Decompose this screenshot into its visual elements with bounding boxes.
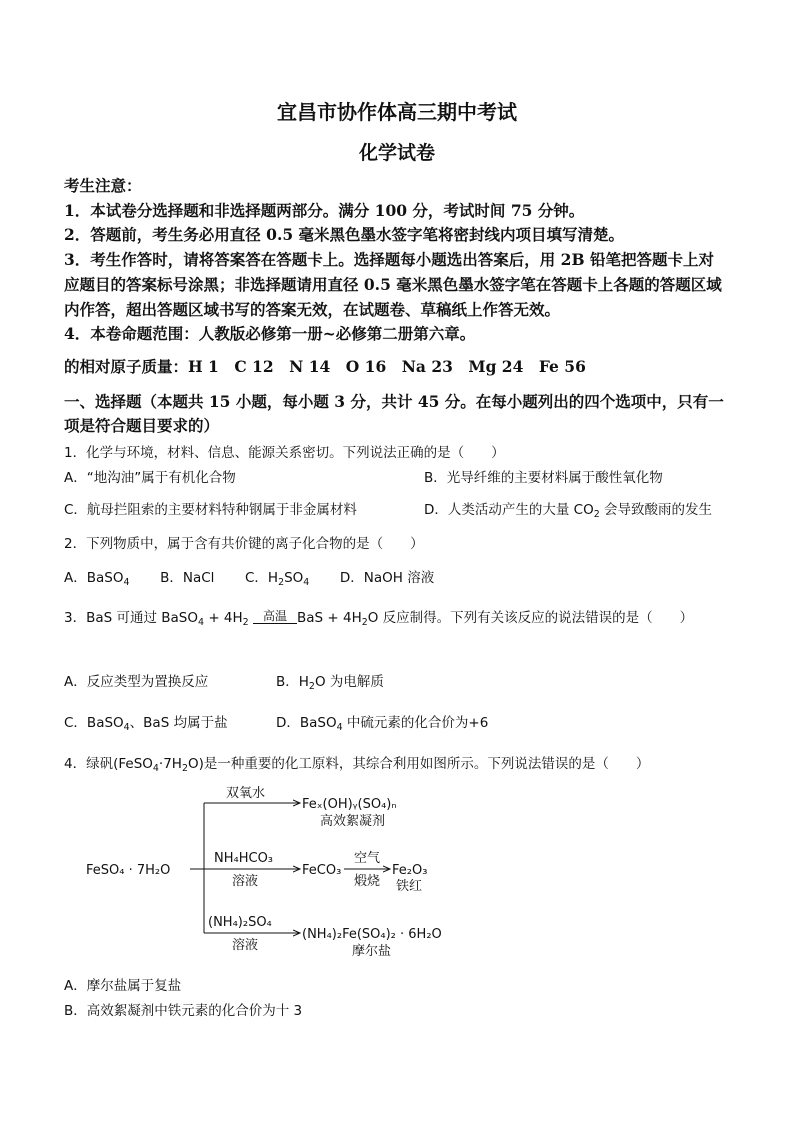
q4-sub-1: 4 bbox=[152, 762, 159, 774]
q2-stem: 2．下列物质中，属于含有共价键的离子化合物的是（ ） bbox=[64, 536, 424, 552]
q3-c-sub: 4 bbox=[123, 721, 130, 733]
q2-c-sub-1: 2 bbox=[278, 576, 285, 588]
q4-text-1: 4．绿矾(FeSO bbox=[64, 756, 153, 772]
diagram-r3-product: (NH₄)₂Fe(SO₄)₂ · 6H₂O bbox=[302, 927, 442, 942]
q3-sub-3: 2 bbox=[361, 616, 368, 628]
diagram-r1-name: 高效絮凝剂 bbox=[320, 814, 386, 829]
q4-text-3: O)是一种重要的化工原料，其综合利用如图所示。下列说法错误的是（ ） bbox=[187, 756, 650, 772]
diagram-r3-solution: 溶液 bbox=[232, 938, 259, 953]
notice-item-3-line-3: 内作答，超出答题区域书写的答案无效，在试题卷、草稿纸上作答无效。 bbox=[64, 300, 561, 319]
section-heading-line-2: 项是符合题目要求的） bbox=[64, 416, 220, 435]
diagram-r2-reagent: NH₄HCO₃ bbox=[214, 851, 274, 866]
q3-text-2: + 4H bbox=[204, 610, 243, 626]
notice-item-3-line-1: 3．考生作答时，请将答案答在答题卡上。选择题每小题选出答案后，用 2B 铅笔把答题卡上对 bbox=[64, 250, 714, 269]
q3-c-text: C．BaSO bbox=[64, 715, 124, 731]
notice-item-2: 2．答题前，考生务必用直径 0.5 毫米黑色墨水签字笔将密封线内项目填写清楚。 bbox=[64, 225, 625, 244]
q3-b-text-2: O 为电解质 bbox=[314, 674, 384, 690]
q2-option-b: B．NaCl bbox=[160, 570, 215, 586]
q2-a-text: A．BaSO bbox=[64, 570, 124, 586]
q3-option-a: A．反应类型为置换反应 bbox=[64, 674, 209, 690]
exam-subtitle: 化学试卷 bbox=[358, 142, 435, 164]
diagram-r2b-condition: 煅烧 bbox=[354, 874, 381, 889]
q1-d-text-2: 会导致酸雨的发生 bbox=[599, 502, 713, 518]
diagram-r1-product: Feₓ(OH)ᵧ(SO₄)ₙ bbox=[302, 797, 397, 812]
q3-sub-2: 2 bbox=[242, 616, 249, 628]
diagram-r2b-product: Fe₂O₃ bbox=[392, 863, 428, 878]
q2-c-text-2: SO bbox=[284, 570, 304, 586]
q2-c-text: C．H bbox=[244, 570, 279, 586]
q4-option-a: A．摩尔盐属于复盐 bbox=[64, 978, 182, 994]
diagram-r2-product: FeCO₃ bbox=[302, 863, 342, 878]
q3-d-sub: 4 bbox=[336, 721, 343, 733]
q3-b-sub: 2 bbox=[308, 680, 315, 692]
notice-heading: 考生注意： bbox=[64, 176, 142, 195]
q3-condition: 高温 bbox=[262, 609, 287, 623]
diagram-start: FeSO₄ · 7H₂O bbox=[86, 863, 171, 878]
q1-d-text: D．人类活动产生的大量 CO bbox=[424, 502, 594, 518]
notice-item-1: 1．本试卷分选择题和非选择题两部分。满分 100 分，考试时间 75 分钟。 bbox=[64, 201, 585, 220]
q1-option-a: A．“地沟油”属于有机化合物 bbox=[64, 470, 236, 486]
q2-c-sub-2: 4 bbox=[303, 576, 310, 588]
q4-text-2: ·7H bbox=[158, 756, 182, 772]
q3-text-1: 3．BaS 可通过 BaSO bbox=[64, 610, 199, 626]
diagram-r2-solution: 溶液 bbox=[232, 874, 259, 889]
q1-stem: 1．化学与环境，材料、信息、能源关系密切。下列说法正确的是（ ） bbox=[64, 445, 505, 461]
q3-sub-1: 4 bbox=[198, 616, 205, 628]
diagram-r3-reagent: (NH₄)₂SO₄ bbox=[208, 915, 272, 930]
exam-title: 宜昌市协作体高三期中考试 bbox=[277, 100, 517, 124]
q1-option-c: C．航母拦阻索的主要材料特种钢属于非金属材料 bbox=[64, 502, 357, 518]
diagram-r3-name: 摩尔盐 bbox=[352, 944, 392, 959]
q4-sub-2: 2 bbox=[181, 762, 188, 774]
q2-option-d: D．NaOH 溶液 bbox=[339, 570, 435, 586]
q2-a-sub: 4 bbox=[123, 576, 130, 588]
section-heading-line-1: 一、选择题（本题共 15 小题，每小题 3 分，共计 45 分。在每小题列出的四个选项中，只有一 bbox=[64, 392, 724, 411]
q1-d-sub: 2 bbox=[593, 508, 600, 520]
q1-option-b: B．光导纤维的主要材料属于酸性氧化物 bbox=[424, 470, 663, 486]
q3-text-3: BaS + 4H bbox=[296, 610, 362, 626]
notice-item-4: 4．本卷命题范围：人教版必修第一册~必修第二册第六章。 bbox=[64, 324, 476, 343]
notice-item-3-line-2: 应题目的答案标号涂黑；非选择题请用直径 0.5 毫米黑色墨水签字笔在答题卡上各题的答题区域 bbox=[64, 275, 722, 294]
diagram-r1-reagent: 双氧水 bbox=[226, 786, 266, 801]
q4-option-b: B．高效絮凝剂中铁元素的化合价为十 3 bbox=[64, 1003, 303, 1019]
q3-c-text-2: 、BaS 均属于盐 bbox=[129, 715, 228, 731]
q3-text-4: O 反应制得。下列有关该反应的说法错误的是（ ） bbox=[367, 610, 694, 626]
atomic-mass-line: 的相对原子质量：H 1 C 12 N 14 O 16 Na 23 Mg 24 Fe 56 bbox=[64, 357, 586, 376]
diagram-r2b-name: 铁红 bbox=[396, 879, 423, 894]
diagram-r2b-reagent: 空气 bbox=[354, 851, 381, 866]
q3-d-text-2: 中硫元素的化合价为+6 bbox=[342, 715, 489, 731]
q3-d-text: D．BaSO bbox=[276, 715, 337, 731]
q3-b-text: B．H bbox=[276, 674, 309, 690]
